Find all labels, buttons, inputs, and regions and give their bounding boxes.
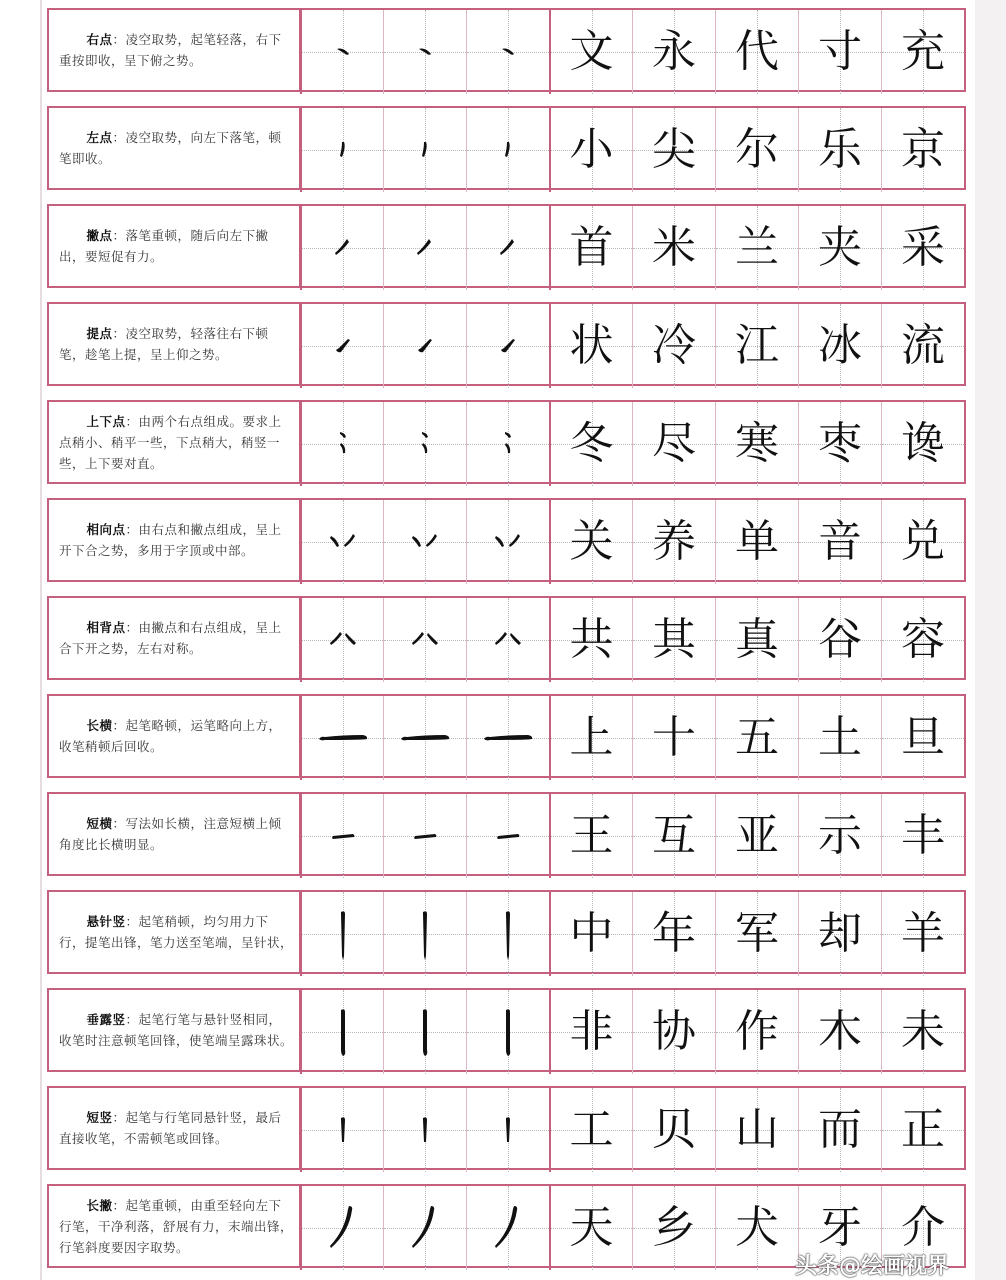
example-character: 羊 bbox=[901, 908, 945, 959]
stroke-example-cell bbox=[300, 108, 383, 192]
example-character-cell bbox=[715, 794, 798, 878]
needle-vertical-stroke-icon bbox=[313, 904, 373, 964]
stroke-example-cell bbox=[383, 1186, 466, 1270]
example-character: 小 bbox=[569, 124, 614, 175]
ti-dot-stroke-icon bbox=[478, 316, 538, 376]
example-character-cell bbox=[881, 1088, 964, 1172]
example-character: 真 bbox=[735, 614, 779, 665]
example-character-cell bbox=[632, 794, 715, 878]
pie-dot-stroke-icon bbox=[313, 218, 373, 278]
ti-dot-stroke-icon bbox=[395, 316, 455, 376]
stroke-example-cell bbox=[383, 892, 466, 976]
right-dot-stroke-icon bbox=[395, 22, 455, 82]
stroke-description bbox=[47, 400, 300, 484]
example-character: 采 bbox=[901, 222, 945, 273]
calligraphy-practice-sheet bbox=[47, 8, 971, 1268]
example-character-cell bbox=[798, 10, 881, 94]
right-dot-stroke-icon bbox=[313, 22, 373, 82]
example-character-cell bbox=[715, 1186, 798, 1270]
example-character-cell bbox=[715, 696, 798, 780]
watermark: 头条@绘画视界 bbox=[795, 1254, 950, 1279]
example-character-cell bbox=[549, 892, 632, 976]
example-character: 关 bbox=[569, 516, 614, 567]
stroke-example-cell bbox=[300, 1088, 383, 1172]
example-character: 互 bbox=[652, 810, 696, 861]
example-character: 尖 bbox=[652, 124, 696, 175]
practice-grid bbox=[300, 1086, 966, 1170]
stroke-row bbox=[47, 204, 971, 288]
example-character-cell bbox=[632, 990, 715, 1074]
example-character-cell bbox=[881, 402, 964, 486]
example-character: 冬 bbox=[569, 418, 614, 469]
back-dots-stroke-icon bbox=[478, 610, 538, 670]
example-character-cell bbox=[798, 794, 881, 878]
stroke-example-cell bbox=[300, 990, 383, 1074]
practice-grid bbox=[300, 106, 966, 190]
example-character: 亚 bbox=[735, 810, 779, 861]
page-background bbox=[975, 0, 1006, 1280]
dew-vertical-stroke-icon bbox=[313, 1002, 373, 1062]
example-character: 首 bbox=[569, 222, 614, 273]
upper-lower-dots-stroke-icon bbox=[478, 414, 538, 474]
long-horizontal-stroke-icon bbox=[313, 708, 373, 768]
example-character: 永 bbox=[652, 26, 696, 77]
left-dot-stroke-icon bbox=[313, 120, 373, 180]
stroke-explanation: ：起笔重顿，由重至轻向左下行笔，干净利落，舒展有力，末端出锋，行笔斜度要因字取势。 bbox=[59, 1197, 294, 1255]
stroke-title: 长撇 bbox=[86, 1197, 113, 1213]
example-character: 军 bbox=[735, 908, 779, 959]
example-character-cell bbox=[881, 892, 964, 976]
example-character-cell bbox=[881, 500, 964, 584]
example-character: 寸 bbox=[818, 26, 862, 77]
example-character-cell bbox=[715, 206, 798, 290]
stroke-row bbox=[47, 988, 971, 1072]
short-vertical-stroke-icon bbox=[395, 1100, 455, 1160]
example-character: 天 bbox=[569, 1202, 614, 1253]
example-character-cell bbox=[549, 108, 632, 192]
example-character-cell bbox=[549, 1088, 632, 1172]
example-character: 五 bbox=[735, 712, 779, 763]
stroke-description bbox=[47, 498, 300, 582]
example-character: 中 bbox=[569, 908, 614, 959]
stroke-explanation: ：起笔稍顿，均匀用力下行，提笔出锋，笔力送至笔端，呈针状， bbox=[59, 914, 294, 950]
stroke-explanation: ：由右点和撇点组成，呈上开下合之势，多用于字顶或中部。 bbox=[59, 522, 282, 558]
example-character-cell bbox=[881, 108, 964, 192]
long-pie-stroke-icon bbox=[313, 1198, 373, 1258]
example-character-cell bbox=[715, 892, 798, 976]
example-character: 共 bbox=[569, 614, 614, 665]
example-character-cell bbox=[798, 696, 881, 780]
stroke-example-cell bbox=[300, 10, 383, 94]
stroke-explanation: ：凌空取势，向左下落笔，顿笔即收。 bbox=[59, 130, 282, 166]
stroke-example-cell bbox=[466, 206, 549, 290]
example-character-cell bbox=[881, 304, 964, 388]
short-vertical-stroke-icon bbox=[313, 1100, 373, 1160]
stroke-title: 短横 bbox=[86, 816, 113, 831]
pie-dot-stroke-icon bbox=[478, 218, 538, 278]
example-character-cell bbox=[715, 304, 798, 388]
stroke-title: 短竖 bbox=[86, 1110, 113, 1125]
stroke-row bbox=[47, 1086, 971, 1170]
example-character-cell bbox=[798, 108, 881, 192]
example-character: 充 bbox=[901, 26, 945, 77]
example-character: 状 bbox=[569, 320, 614, 371]
stroke-explanation: ：起笔略顿，运笔略向上方，收笔稍顿后回收。 bbox=[59, 718, 282, 754]
stroke-description bbox=[47, 596, 300, 680]
stroke-description bbox=[47, 988, 300, 1072]
example-character: 冷 bbox=[652, 320, 696, 371]
example-character: 犬 bbox=[735, 1202, 779, 1253]
dew-vertical-stroke-icon bbox=[395, 1002, 455, 1062]
example-character: 夹 bbox=[818, 222, 862, 273]
stroke-description bbox=[47, 792, 300, 876]
stroke-example-cell bbox=[466, 892, 549, 976]
example-character: 介 bbox=[901, 1202, 945, 1253]
example-character: 工 bbox=[569, 1104, 614, 1155]
practice-grid bbox=[300, 890, 966, 974]
stroke-row bbox=[47, 596, 971, 680]
short-horizontal-stroke-icon bbox=[313, 806, 373, 866]
example-character-cell bbox=[798, 402, 881, 486]
stroke-row bbox=[47, 498, 971, 582]
example-character: 非 bbox=[569, 1006, 614, 1057]
example-character: 流 bbox=[901, 320, 945, 371]
stroke-example-cell bbox=[466, 108, 549, 192]
example-character-cell bbox=[715, 108, 798, 192]
stroke-row bbox=[47, 400, 971, 484]
example-character-cell bbox=[798, 206, 881, 290]
example-character-cell bbox=[632, 892, 715, 976]
stroke-example-cell bbox=[383, 500, 466, 584]
example-character-cell bbox=[632, 402, 715, 486]
example-character: 单 bbox=[735, 516, 779, 567]
example-character: 牙 bbox=[818, 1202, 862, 1253]
stroke-row bbox=[47, 792, 971, 876]
right-dot-stroke-icon bbox=[478, 22, 538, 82]
example-character: 谷 bbox=[818, 614, 862, 665]
long-pie-stroke-icon bbox=[478, 1198, 538, 1258]
practice-grid bbox=[300, 694, 966, 778]
pie-dot-stroke-icon bbox=[395, 218, 455, 278]
stroke-title: 相背点 bbox=[86, 620, 126, 635]
example-character-cell bbox=[715, 500, 798, 584]
stroke-example-cell bbox=[383, 696, 466, 780]
example-character: 冰 bbox=[818, 320, 862, 371]
example-character-cell bbox=[632, 206, 715, 290]
practice-grid bbox=[300, 204, 966, 288]
stroke-description bbox=[47, 106, 300, 190]
example-character: 示 bbox=[818, 810, 862, 861]
stroke-example-cell bbox=[300, 794, 383, 878]
example-character-cell bbox=[632, 108, 715, 192]
example-character-cell bbox=[632, 598, 715, 682]
stroke-example-cell bbox=[466, 598, 549, 682]
example-character-cell bbox=[881, 794, 964, 878]
example-character-cell bbox=[632, 500, 715, 584]
example-character-cell bbox=[715, 990, 798, 1074]
stroke-explanation: ：写法如长横，注意短横上倾角度比长横明显。 bbox=[59, 816, 282, 852]
stroke-example-cell bbox=[466, 304, 549, 388]
example-character-cell bbox=[549, 990, 632, 1074]
stroke-explanation: ：凌空取势，轻落往右下顿笔，趁笔上提，呈上仰之势。 bbox=[59, 326, 269, 362]
stroke-description bbox=[47, 694, 300, 778]
stroke-title: 提点 bbox=[86, 326, 113, 341]
example-character-cell bbox=[549, 402, 632, 486]
dew-vertical-stroke-icon bbox=[478, 1002, 538, 1062]
ti-dot-stroke-icon bbox=[313, 316, 373, 376]
example-character-cell bbox=[715, 10, 798, 94]
example-character: 乐 bbox=[818, 124, 862, 175]
stroke-title: 相向点 bbox=[86, 522, 126, 537]
example-character: 贝 bbox=[652, 1104, 696, 1155]
stroke-example-cell bbox=[383, 10, 466, 94]
stroke-explanation: ：凌空取势，起笔轻落，右下重按即收，呈下俯之势。 bbox=[59, 32, 282, 68]
example-character: 养 bbox=[652, 516, 696, 567]
example-character: 丰 bbox=[901, 810, 945, 861]
short-horizontal-stroke-icon bbox=[395, 806, 455, 866]
example-character: 文 bbox=[569, 26, 614, 77]
left-dot-stroke-icon bbox=[478, 120, 538, 180]
stroke-description bbox=[47, 1086, 300, 1170]
example-character-cell bbox=[632, 10, 715, 94]
practice-grid bbox=[300, 792, 966, 876]
stroke-title: 长横 bbox=[86, 718, 113, 733]
example-character-cell bbox=[632, 1186, 715, 1270]
practice-grid bbox=[300, 988, 966, 1072]
short-vertical-stroke-icon bbox=[478, 1100, 538, 1160]
stroke-title: 左点 bbox=[86, 130, 113, 145]
stroke-example-cell bbox=[466, 990, 549, 1074]
example-character-cell bbox=[715, 1088, 798, 1172]
example-character-cell bbox=[549, 304, 632, 388]
stroke-description bbox=[47, 8, 300, 92]
stroke-example-cell bbox=[466, 500, 549, 584]
page-edge bbox=[40, 0, 42, 1280]
stroke-example-cell bbox=[300, 304, 383, 388]
facing-dots-stroke-icon bbox=[313, 512, 373, 572]
stroke-example-cell bbox=[300, 892, 383, 976]
stroke-example-cell bbox=[466, 1186, 549, 1270]
example-character: 米 bbox=[652, 222, 696, 273]
stroke-explanation: ：由撇点和右点组成，呈上合下开之势，左右对称。 bbox=[59, 620, 282, 656]
practice-grid bbox=[300, 498, 966, 582]
stroke-example-cell bbox=[383, 990, 466, 1074]
practice-grid bbox=[300, 400, 966, 484]
stroke-row bbox=[47, 302, 971, 386]
practice-grid bbox=[300, 8, 966, 92]
example-character-cell bbox=[549, 598, 632, 682]
example-character: 音 bbox=[818, 516, 862, 567]
stroke-example-cell bbox=[466, 696, 549, 780]
example-character-cell bbox=[798, 892, 881, 976]
example-character-cell bbox=[715, 402, 798, 486]
example-character-cell bbox=[798, 304, 881, 388]
example-character-cell bbox=[715, 598, 798, 682]
stroke-row bbox=[47, 694, 971, 778]
needle-vertical-stroke-icon bbox=[478, 904, 538, 964]
stroke-example-cell bbox=[466, 402, 549, 486]
example-character: 未 bbox=[901, 1006, 945, 1057]
example-character-cell bbox=[549, 696, 632, 780]
example-character: 正 bbox=[901, 1104, 945, 1155]
stroke-explanation: ：起笔行笔与悬针竖相同，收笔时注意顿笔回锋，使笔端呈露珠状。 bbox=[59, 1012, 294, 1048]
example-character: 京 bbox=[901, 124, 945, 175]
example-character-cell bbox=[798, 990, 881, 1074]
example-character: 却 bbox=[818, 908, 862, 959]
example-character: 代 bbox=[735, 26, 779, 77]
stroke-title: 上下点 bbox=[86, 413, 126, 429]
stroke-title: 撇点 bbox=[86, 228, 113, 243]
left-dot-stroke-icon bbox=[395, 120, 455, 180]
upper-lower-dots-stroke-icon bbox=[313, 414, 373, 474]
stroke-example-cell bbox=[300, 598, 383, 682]
long-horizontal-stroke-icon bbox=[478, 708, 538, 768]
example-character: 枣 bbox=[818, 418, 862, 469]
example-character: 兑 bbox=[901, 516, 945, 567]
example-character-cell bbox=[549, 206, 632, 290]
stroke-example-cell bbox=[466, 794, 549, 878]
long-horizontal-stroke-icon bbox=[395, 708, 455, 768]
stroke-example-cell bbox=[383, 108, 466, 192]
stroke-example-cell bbox=[466, 10, 549, 94]
example-character-cell bbox=[881, 990, 964, 1074]
example-character: 山 bbox=[735, 1104, 779, 1155]
facing-dots-stroke-icon bbox=[395, 512, 455, 572]
example-character-cell bbox=[798, 500, 881, 584]
stroke-description bbox=[47, 302, 300, 386]
stroke-example-cell bbox=[383, 402, 466, 486]
example-character-cell bbox=[798, 1088, 881, 1172]
example-character: 而 bbox=[818, 1104, 862, 1155]
stroke-description bbox=[47, 1184, 300, 1268]
example-character: 王 bbox=[569, 810, 614, 861]
practice-grid bbox=[300, 302, 966, 386]
example-character: 十 bbox=[652, 712, 696, 763]
example-character-cell bbox=[632, 304, 715, 388]
example-character: 寒 bbox=[735, 418, 779, 469]
stroke-description bbox=[47, 204, 300, 288]
stroke-example-cell bbox=[383, 1088, 466, 1172]
example-character: 江 bbox=[735, 320, 779, 371]
example-character: 兰 bbox=[735, 222, 779, 273]
example-character-cell bbox=[549, 1186, 632, 1270]
stroke-row bbox=[47, 890, 971, 974]
stroke-explanation: ：由两个右点组成。要求上点稍小、稍平一些，下点稍大，稍竖一些，上下要对直。 bbox=[59, 413, 282, 471]
stroke-example-cell bbox=[383, 304, 466, 388]
stroke-title: 右点 bbox=[86, 32, 113, 47]
example-character: 木 bbox=[818, 1006, 862, 1057]
stroke-row bbox=[47, 106, 971, 190]
stroke-example-cell bbox=[300, 402, 383, 486]
stroke-example-cell bbox=[383, 794, 466, 878]
example-character-cell bbox=[549, 500, 632, 584]
example-character-cell bbox=[881, 10, 964, 94]
example-character: 旦 bbox=[901, 712, 945, 763]
stroke-description bbox=[47, 890, 300, 974]
long-pie-stroke-icon bbox=[395, 1198, 455, 1258]
stroke-example-cell bbox=[466, 1088, 549, 1172]
example-character-cell bbox=[881, 206, 964, 290]
example-character: 容 bbox=[901, 614, 945, 665]
stroke-example-cell bbox=[300, 1186, 383, 1270]
upper-lower-dots-stroke-icon bbox=[395, 414, 455, 474]
stroke-example-cell bbox=[300, 500, 383, 584]
example-character-cell bbox=[632, 696, 715, 780]
short-horizontal-stroke-icon bbox=[478, 806, 538, 866]
stroke-title: 悬针竖 bbox=[86, 914, 126, 929]
facing-dots-stroke-icon bbox=[478, 512, 538, 572]
practice-grid bbox=[300, 596, 966, 680]
stroke-title: 垂露竖 bbox=[86, 1012, 126, 1027]
stroke-example-cell bbox=[300, 696, 383, 780]
example-character: 尔 bbox=[735, 124, 779, 175]
example-character: 土 bbox=[818, 712, 862, 763]
stroke-example-cell bbox=[383, 206, 466, 290]
stroke-explanation: ：起笔与行笔同悬针竖，最后直接收笔，不需顿笔或回锋。 bbox=[59, 1110, 282, 1146]
stroke-explanation: ：落笔重顿，随后向左下撇出，要短促有力。 bbox=[59, 228, 269, 264]
example-character-cell bbox=[632, 1088, 715, 1172]
stroke-example-cell bbox=[383, 598, 466, 682]
example-character-cell bbox=[549, 794, 632, 878]
example-character: 乡 bbox=[652, 1202, 696, 1253]
example-character: 上 bbox=[569, 712, 614, 763]
example-character-cell bbox=[549, 10, 632, 94]
example-character: 作 bbox=[735, 1006, 779, 1057]
stroke-row bbox=[47, 8, 971, 92]
stroke-example-cell bbox=[300, 206, 383, 290]
back-dots-stroke-icon bbox=[313, 610, 373, 670]
example-character-cell bbox=[798, 598, 881, 682]
example-character: 其 bbox=[652, 614, 696, 665]
example-character: 协 bbox=[652, 1006, 696, 1057]
example-character-cell bbox=[881, 598, 964, 682]
example-character: 谗 bbox=[901, 418, 945, 469]
example-character: 尽 bbox=[652, 418, 696, 469]
back-dots-stroke-icon bbox=[395, 610, 455, 670]
example-character-cell bbox=[881, 696, 964, 780]
example-character: 年 bbox=[652, 908, 696, 959]
needle-vertical-stroke-icon bbox=[395, 904, 455, 964]
